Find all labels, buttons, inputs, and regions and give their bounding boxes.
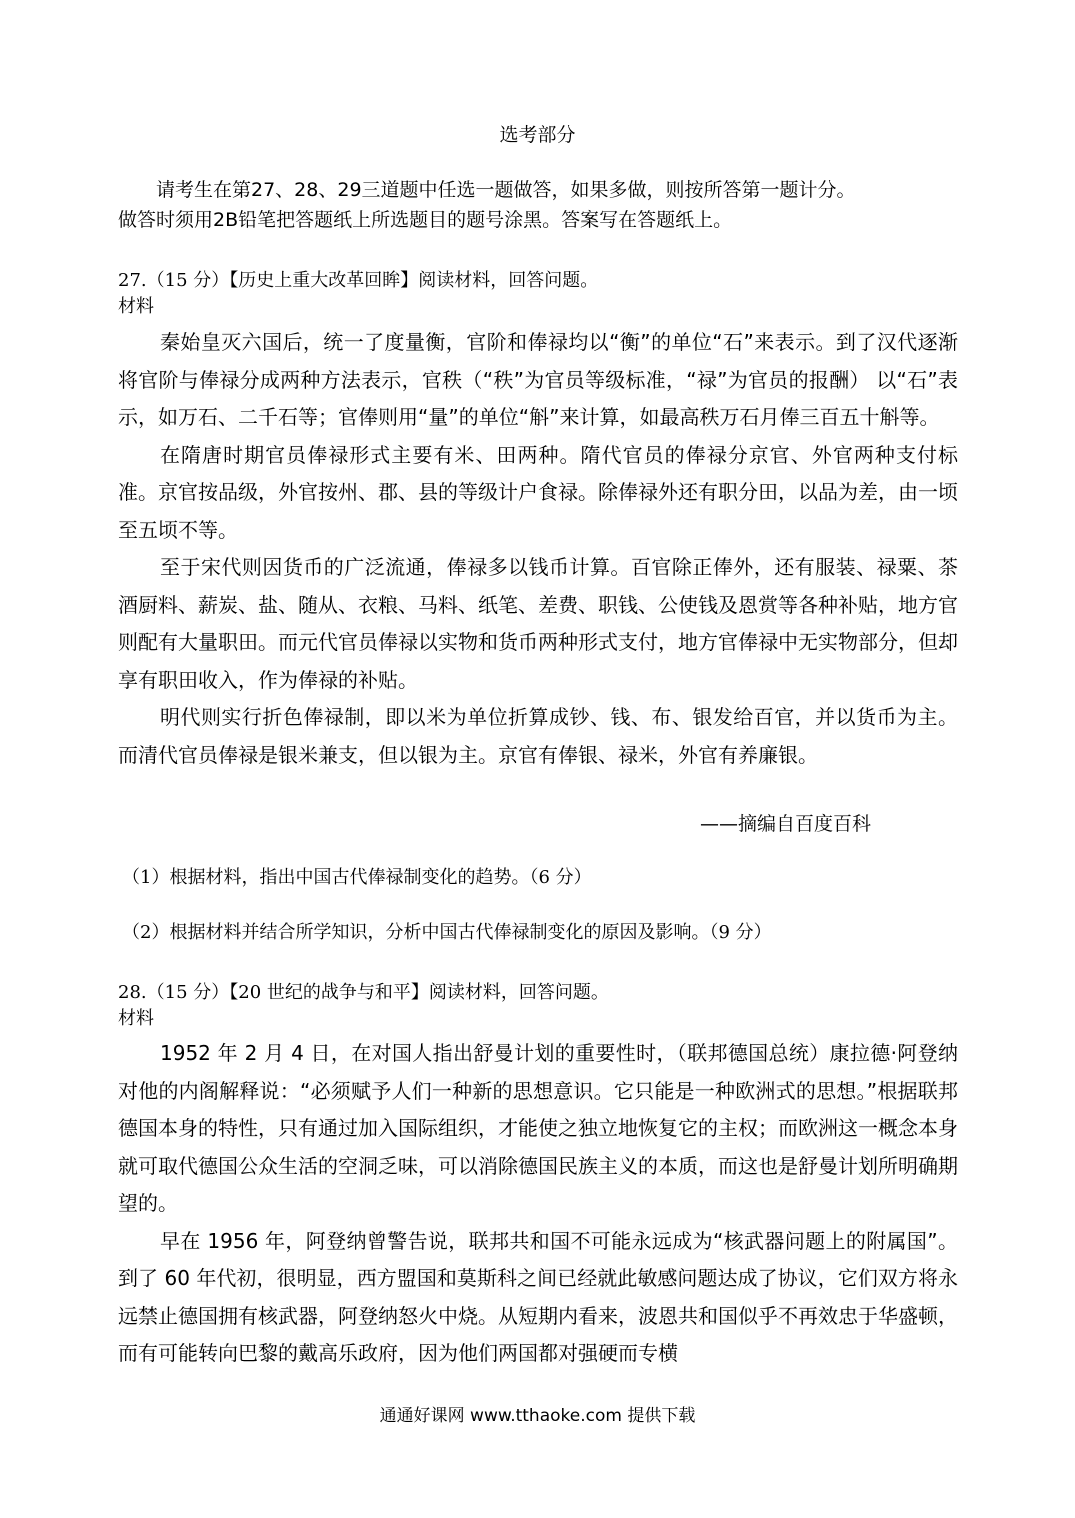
q27-source: ——摘编自百度百科 xyxy=(700,813,872,835)
section-title: 选考部分 xyxy=(499,124,576,146)
q27-material xyxy=(118,324,958,774)
q28-paragraph-2: 早在 1956 年，阿登纳曾警告说，联邦共和国不可能永远成为“核武器问题上的附属国”。到了 60 年代初，很明显，西方盟国和莫斯科之间已经就此敏感问题达成了协议，它们双方将永远禁止德国拥有核武器，阿登纳怒火中烧。从短期内看来，波恩共和国似乎不再效忠于华盛顿，而有可能转向巴黎的戴高乐政府，因为他们两国都对强硬而专横 xyxy=(118,1228,958,1365)
q27-sub-question-2: （2）根据材料并结合所学知识，分析中国古代俸禄制变化的原因及影响。（9 分） xyxy=(122,922,772,943)
q28-header xyxy=(118,980,958,1032)
q28-paragraph-1: 1952 年 2 月 4 日，在对国人指出舒曼计划的重要性时，（联邦德国总统）康拉德·阿登纳对他的内阁解释说：“必须赋予人们一种新的思想意识。它只能是一种欧洲式的思想。”根据联邦德国本身的特性，只有通过加入国际组织，才能使之独立地恢复它的主权；而欧洲这一概念本身就可取代德国公众生活的空洞乏味，可以消除德国民族主义的本质，而这也是舒曼计划所明确期望的。 xyxy=(118,1041,958,1215)
q27-sub-question-1: （1）根据材料，指出中国古代俸禄制变化的趋势。（6 分） xyxy=(122,867,592,888)
instructions-line-2: 做答时须用2B铅笔把答题纸上所选题目的题号涂黑。答案写在答题纸上。 xyxy=(118,209,733,231)
q27-heading: 27.（15 分）【历史上重大改革回眸】阅读材料，回答问题。 xyxy=(118,270,599,291)
instructions xyxy=(118,175,954,235)
instructions-line-1: 请考生在第27、28、29三道题中任选一题做答，如果多做，则按所答第一题计分。 xyxy=(156,179,856,201)
page-footer: 通通好课网 www.tthaoke.com 提供下载 xyxy=(379,1406,696,1426)
q28-material xyxy=(118,1035,958,1373)
q27-material-label: 材料 xyxy=(118,296,154,317)
q27-paragraph-2: 在隋唐时期官员俸禄形式主要有米、田两种。隋代官员的俸禄分京官、外官两种支付标准。京官按品级，外官按州、郡、县的等级计户食禄。除俸禄外还有职分田，以品为差，由一顷至五顷不等。 xyxy=(118,442,958,542)
q27-paragraph-3: 至于宋代则因货币的广泛流通，俸禄多以钱币计算。百官除正俸外，还有服装、禄粟、茶酒厨料、薪炭、盐、随从、衣粮、马料、纸笔、差费、职钱、公使钱及恩赏等各种补贴，地方官则配有大量职田。而元代官员俸禄以实物和货币两种形式支付，地方官俸禄中无实物部分，但却享有职田收入，作为俸禄的补贴。 xyxy=(118,555,958,692)
q27-paragraph-1: 秦始皇灭六国后，统一了度量衡，官阶和俸禄均以“衡”的单位“石”来表示。到了汉代逐渐将官阶与俸禄分成两种方法表示，官秩（“秩”为官员等级标准，“禄”为官员的报酬） 以“石”表示，如万石、二千石等；官俸则用“量”的单位“斛”来计算，如最高秩万石月俸三百五十斛等。 xyxy=(118,330,958,429)
q28-heading: 28.（15 分）【20 世纪的战争与和平】阅读材料，回答问题。 xyxy=(118,982,609,1003)
q28-material-label: 材料 xyxy=(118,1008,154,1029)
q27-header xyxy=(118,268,958,320)
q27-paragraph-4: 明代则实行折色俸禄制，即以米为单位折算成钞、钱、布、银发给百官，并以货币为主。而清代官员俸禄是银米兼支，但以银为主。京官有俸银、禄米，外官有养廉银。 xyxy=(118,705,958,767)
